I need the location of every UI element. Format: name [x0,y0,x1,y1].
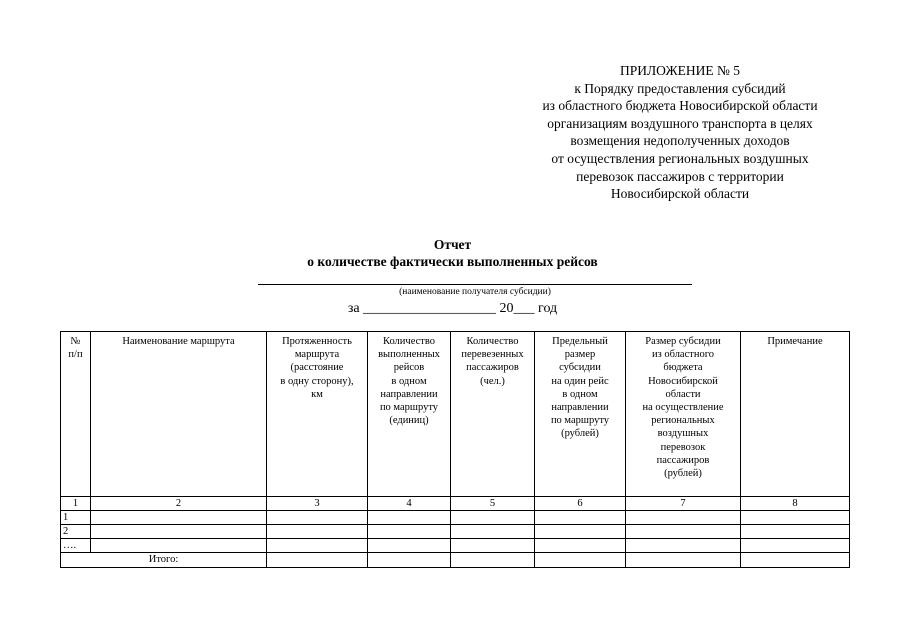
header-cell-max-subsidy: Предельный размер субсидии на один рейс в одном направлении по маршруту (рублей) [535,332,626,497]
table-cell[interactable] [626,525,741,539]
total-row [61,553,850,568]
table-cell[interactable] [741,511,850,525]
header-cell-passengers: Количество перевезенных пассажиров (чел.) [451,332,535,497]
table-cell[interactable] [267,511,368,525]
appendix-line: из областного бюджета Новосибирской области [542,98,818,114]
table-cell[interactable] [368,539,451,553]
recipient-caption: (наименование получателя субсидии) [399,287,551,297]
column-number: 2 [91,497,267,511]
header-cell-note: Примечание [741,332,850,497]
header-cell-number: № п/п [61,332,91,497]
header-cell-distance: Протяженность маршрута (расстояние в одну сторону), км [267,332,368,497]
table-cell[interactable] [535,539,626,553]
total-cell[interactable] [626,553,741,568]
table-cell[interactable] [91,511,267,525]
recipient-name-line[interactable] [258,284,692,285]
column-number: 7 [626,497,741,511]
appendix-line: от осуществления региональных воздушных [551,150,809,166]
column-number: 6 [535,497,626,511]
table-cell[interactable] [535,525,626,539]
table-cell[interactable] [267,539,368,553]
appendix-line: Новосибирской области [610,186,750,202]
appendix-header [500,62,860,203]
appendix-line: организациям воздушного транспорта в целях [547,115,813,131]
appendix-line: возмещения недополученных доходов [570,133,790,149]
table-row [61,511,850,525]
table-cell[interactable] [626,539,741,553]
table-cell[interactable] [267,525,368,539]
table-header-row [61,332,850,497]
total-cell[interactable] [267,553,368,568]
column-number: 8 [741,497,850,511]
total-cell[interactable] [368,553,451,568]
row-number: …. [61,539,91,553]
table-row [61,539,850,553]
table-cell[interactable] [451,511,535,525]
column-number: 3 [267,497,368,511]
column-number: 4 [368,497,451,511]
total-cell[interactable] [451,553,535,568]
report-table [60,331,850,568]
table-cell[interactable] [451,539,535,553]
column-number-row [61,497,850,511]
total-label: Итого: [61,553,267,568]
header-cell-flights: Количество выполненных рейсов в одном направлении по маршруту (единиц) [368,332,451,497]
table-cell[interactable] [91,539,267,553]
report-subtitle: о количестве фактически выполненных рейсов [307,254,598,269]
report-title: Отчет [433,237,472,252]
table-cell[interactable] [535,511,626,525]
appendix-line: перевозок пассажиров с территории [576,168,784,184]
table-cell[interactable] [91,525,267,539]
report-period: за ___________________ 20___ год [347,301,558,316]
table-cell[interactable] [741,539,850,553]
total-cell[interactable] [741,553,850,568]
table-cell[interactable] [741,525,850,539]
appendix-line: к Порядку предоставления субсидий [574,80,786,96]
row-number: 1 [61,511,91,525]
header-cell-subsidy-amount: Размер субсидии из областного бюджета Новосибирской области на осуществление региональных воздушных перевозок пассажиров (рублей) [626,332,741,497]
table-cell[interactable] [368,525,451,539]
table-cell[interactable] [451,525,535,539]
header-cell-route: Наименование маршрута [91,332,267,497]
column-number: 1 [61,497,91,511]
total-cell[interactable] [535,553,626,568]
row-number: 2 [61,525,91,539]
column-number: 5 [451,497,535,511]
table-row [61,525,850,539]
table-cell[interactable] [368,511,451,525]
table-cell[interactable] [626,511,741,525]
appendix-line: ПРИЛОЖЕНИЕ № 5 [619,63,741,78]
